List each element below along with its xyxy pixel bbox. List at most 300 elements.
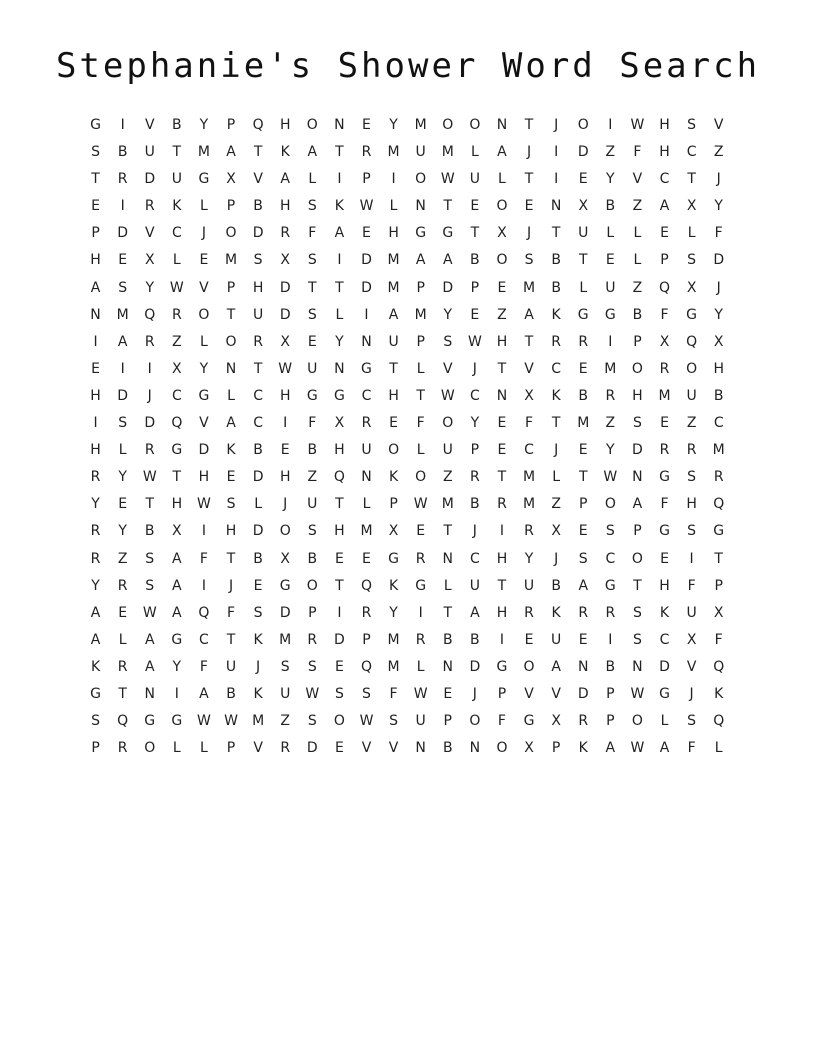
grid-letter: A bbox=[578, 577, 589, 594]
grid-letter: H bbox=[279, 387, 291, 404]
grid-letter: R bbox=[144, 333, 155, 350]
grid-letter: R bbox=[171, 306, 182, 323]
grid-letter: N bbox=[496, 387, 508, 404]
grid-letter: G bbox=[577, 306, 589, 323]
grid-letter: H bbox=[279, 198, 291, 215]
grid-letter: X bbox=[226, 171, 236, 188]
grid-letter: Z bbox=[117, 550, 128, 567]
grid-letter: K bbox=[388, 577, 399, 594]
grid-letter: R bbox=[578, 333, 589, 350]
grid-letter: E bbox=[578, 523, 588, 540]
grid-letter: H bbox=[496, 550, 508, 567]
grid-letter: D bbox=[252, 225, 264, 242]
grid-letter: M bbox=[116, 306, 129, 323]
grid-letter: N bbox=[632, 658, 643, 675]
grid-letter: C bbox=[253, 387, 263, 404]
grid-letter: F bbox=[687, 577, 696, 594]
grid-letter: Y bbox=[714, 306, 723, 323]
grid-letter: R bbox=[551, 333, 561, 350]
grid-letter: S bbox=[524, 252, 534, 269]
grid-letter: Y bbox=[91, 577, 100, 594]
grid-letter: W bbox=[278, 360, 293, 377]
grid-letter: I bbox=[93, 415, 98, 432]
grid-letter: E bbox=[334, 740, 344, 757]
grid-letter: J bbox=[201, 225, 206, 242]
grid-letter: K bbox=[388, 469, 399, 486]
grid-letter: U bbox=[605, 279, 616, 296]
grid-letter: O bbox=[415, 469, 427, 486]
grid-letter: M bbox=[387, 631, 400, 648]
grid-letter: Z bbox=[551, 496, 561, 513]
grid-letter: Y bbox=[389, 117, 398, 133]
grid-letter: P bbox=[362, 631, 371, 648]
grid-letter: J bbox=[554, 442, 559, 459]
grid-letter: I bbox=[391, 171, 396, 188]
grid-letter: M bbox=[387, 658, 400, 675]
grid-letter: O bbox=[225, 225, 237, 242]
grid-letter: N bbox=[361, 333, 372, 350]
grid-letter: N bbox=[225, 360, 237, 377]
grid-letter: E bbox=[91, 198, 100, 215]
grid-letter: C bbox=[199, 631, 209, 648]
grid-letter: K bbox=[551, 604, 561, 621]
grid-letter: H bbox=[713, 360, 724, 377]
grid-letter: G bbox=[713, 523, 725, 540]
grid-letter: H bbox=[686, 496, 697, 513]
grid-letter: T bbox=[308, 279, 317, 296]
grid-letter: J bbox=[554, 550, 559, 567]
grid-letter: R bbox=[578, 713, 589, 730]
grid-letter: A bbox=[307, 144, 318, 161]
grid-letter: H bbox=[659, 117, 670, 133]
grid-letter: U bbox=[307, 360, 318, 377]
grid-letter: A bbox=[470, 604, 480, 621]
grid-letter: V bbox=[713, 117, 724, 133]
grid-letter: Z bbox=[605, 415, 616, 432]
grid-letter: R bbox=[307, 631, 318, 648]
grid-letter: P bbox=[470, 442, 480, 459]
grid-letter: P bbox=[226, 279, 236, 296]
grid-letter: Y bbox=[199, 360, 209, 377]
grid-letter: X bbox=[713, 333, 724, 350]
grid-letter: R bbox=[117, 577, 128, 594]
grid-letter: A bbox=[551, 658, 561, 675]
grid-letter: N bbox=[415, 198, 426, 215]
grid-letter: O bbox=[686, 360, 698, 377]
grid-letter: P bbox=[416, 279, 425, 296]
grid-letter: B bbox=[226, 685, 236, 702]
grid-letter: L bbox=[552, 469, 561, 486]
grid-letter: P bbox=[497, 685, 507, 702]
grid-letter: J bbox=[472, 523, 477, 540]
grid-letter: B bbox=[470, 496, 480, 513]
grid-letter: R bbox=[659, 360, 670, 377]
grid-letter: B bbox=[713, 387, 724, 404]
grid-letter: Z bbox=[713, 144, 724, 161]
grid-letter: T bbox=[335, 577, 344, 594]
grid-letter: E bbox=[226, 469, 236, 486]
grid-letter: R bbox=[713, 469, 724, 486]
grid-letter: T bbox=[443, 198, 453, 215]
grid-letter: K bbox=[90, 658, 101, 675]
grid-letter: A bbox=[172, 577, 182, 594]
grid-letter: A bbox=[388, 306, 399, 323]
grid-letter: K bbox=[551, 306, 561, 323]
grid-letter: G bbox=[198, 387, 210, 404]
grid-letter: K bbox=[659, 604, 670, 621]
grid-letter: S bbox=[145, 577, 155, 594]
grid-letter: V bbox=[253, 740, 263, 757]
grid-letter: Q bbox=[713, 658, 725, 675]
grid-letter: U bbox=[469, 577, 480, 594]
grid-letter: T bbox=[443, 604, 453, 621]
grid-letter: U bbox=[280, 685, 291, 702]
grid-letter: D bbox=[144, 415, 156, 432]
grid-letter: T bbox=[145, 496, 155, 513]
grid-letter: T bbox=[253, 144, 263, 161]
grid-letter: D bbox=[117, 387, 129, 404]
grid-letter: H bbox=[659, 577, 670, 594]
grid-letter: M bbox=[523, 279, 536, 296]
grid-letter: Z bbox=[307, 469, 318, 486]
grid-letter: I bbox=[554, 171, 559, 188]
grid-letter: F bbox=[525, 415, 534, 432]
grid-letter: Z bbox=[632, 279, 643, 296]
grid-letter: S bbox=[687, 252, 697, 269]
grid-letter: B bbox=[605, 658, 616, 675]
grid-letter: O bbox=[198, 306, 210, 323]
grid-letter: S bbox=[307, 252, 317, 269]
grid-letter: R bbox=[415, 550, 426, 567]
grid-letter: V bbox=[686, 658, 697, 675]
grid-letter: G bbox=[659, 685, 670, 702]
grid-letter: H bbox=[279, 469, 291, 486]
grid-letter: B bbox=[144, 523, 155, 540]
grid-letter: B bbox=[117, 144, 128, 161]
grid-letter: T bbox=[524, 171, 534, 188]
grid-letter: X bbox=[497, 225, 507, 242]
grid-letter: L bbox=[714, 740, 723, 757]
grid-letter: N bbox=[415, 740, 426, 757]
grid-letter: U bbox=[469, 171, 480, 188]
grid-letter: I bbox=[608, 631, 613, 648]
grid-letter: H bbox=[496, 333, 508, 350]
grid-letter: W bbox=[630, 685, 645, 702]
grid-letter: R bbox=[415, 631, 426, 648]
grid-letter: O bbox=[604, 496, 616, 513]
grid-letter: E bbox=[660, 415, 669, 432]
grid-letter: R bbox=[605, 387, 616, 404]
grid-letter: M bbox=[441, 496, 454, 513]
grid-letter: P bbox=[416, 333, 425, 350]
grid-letter: G bbox=[659, 469, 670, 486]
grid-letter: U bbox=[551, 631, 562, 648]
grid-letter: X bbox=[144, 252, 155, 269]
grid-letter: I bbox=[608, 117, 613, 133]
grid-letter: M bbox=[360, 523, 373, 540]
grid-letter: T bbox=[578, 469, 588, 486]
grid-letter: P bbox=[226, 740, 236, 757]
grid-letter: D bbox=[279, 279, 291, 296]
grid-letter: T bbox=[226, 631, 236, 648]
grid-letter: I bbox=[608, 333, 613, 350]
grid-letter: D bbox=[361, 279, 372, 296]
grid-letter: G bbox=[279, 577, 291, 594]
grid-letter: N bbox=[334, 117, 345, 133]
grid-letter: U bbox=[225, 658, 237, 675]
grid-letter: G bbox=[659, 523, 670, 540]
grid-letter: R bbox=[90, 550, 101, 567]
grid-letter: S bbox=[280, 658, 290, 675]
grid-letter: O bbox=[631, 360, 643, 377]
grid-letter: A bbox=[90, 604, 101, 621]
grid-letter: K bbox=[253, 685, 263, 702]
grid-letter: A bbox=[605, 740, 616, 757]
grid-letter: V bbox=[199, 279, 209, 296]
grid-letter: W bbox=[359, 198, 374, 215]
grid-letter: O bbox=[306, 117, 318, 133]
grid-letter: X bbox=[280, 333, 290, 350]
grid-letter: A bbox=[524, 306, 534, 323]
grid-letter: S bbox=[307, 523, 317, 540]
grid-letter: E bbox=[118, 496, 128, 513]
grid-letter: X bbox=[172, 523, 182, 540]
grid-letter: K bbox=[714, 685, 724, 702]
grid-letter: D bbox=[442, 279, 454, 296]
grid-letter: U bbox=[361, 442, 372, 459]
grid-letter: Y bbox=[443, 306, 453, 323]
grid-letter: E bbox=[389, 415, 398, 432]
grid-letter: X bbox=[578, 198, 589, 215]
grid-letter: X bbox=[524, 740, 534, 757]
grid-letter: T bbox=[335, 144, 344, 161]
grid-letter: X bbox=[551, 523, 561, 540]
grid-letter: D bbox=[632, 442, 643, 459]
grid-letter: R bbox=[144, 442, 155, 459]
grid-letter: W bbox=[224, 713, 238, 730]
grid-letter: L bbox=[579, 279, 588, 296]
grid-letter: F bbox=[199, 550, 208, 567]
grid-letter: G bbox=[306, 387, 318, 404]
grid-letter: T bbox=[416, 387, 425, 404]
grid-letter: T bbox=[118, 685, 127, 702]
grid-letter: H bbox=[388, 225, 399, 242]
grid-letter: R bbox=[117, 740, 128, 757]
grid-letter: N bbox=[442, 550, 453, 567]
grid-letter: T bbox=[497, 577, 507, 594]
grid-letter: T bbox=[226, 306, 236, 323]
grid-letter: T bbox=[443, 523, 453, 540]
grid-letter: S bbox=[91, 144, 100, 161]
grid-letter: W bbox=[142, 604, 157, 621]
grid-letter: Z bbox=[280, 713, 290, 730]
grid-letter: X bbox=[524, 387, 534, 404]
grid-letter: U bbox=[415, 144, 426, 161]
grid-letter: C bbox=[659, 171, 670, 188]
grid-letter: I bbox=[337, 171, 342, 188]
grid-letter: A bbox=[632, 496, 643, 513]
grid-letter: X bbox=[686, 198, 697, 215]
grid-letter: L bbox=[443, 577, 452, 594]
grid-letter: M bbox=[523, 496, 536, 513]
grid-letter: U bbox=[686, 387, 697, 404]
grid-letter: P bbox=[714, 577, 723, 594]
grid-letter: E bbox=[416, 523, 426, 540]
grid-letter: L bbox=[633, 252, 642, 269]
grid-letter: P bbox=[633, 333, 642, 350]
grid-letter: U bbox=[415, 713, 426, 730]
grid-letter: N bbox=[496, 117, 508, 133]
grid-letter: S bbox=[632, 415, 642, 432]
grid-letter: R bbox=[280, 225, 291, 242]
grid-letter: V bbox=[551, 685, 561, 702]
grid-letter: L bbox=[200, 198, 208, 215]
grid-letter: Z bbox=[442, 469, 453, 486]
grid-letter: S bbox=[118, 415, 128, 432]
grid-letter: C bbox=[686, 144, 697, 161]
grid-letter: X bbox=[388, 523, 399, 540]
grid-letter: E bbox=[253, 577, 263, 594]
grid-letter: A bbox=[497, 144, 507, 161]
grid-letter: U bbox=[523, 577, 535, 594]
grid-letter: J bbox=[689, 685, 694, 702]
grid-letter: A bbox=[226, 144, 236, 161]
grid-letter: G bbox=[415, 577, 427, 594]
grid-letter: T bbox=[714, 550, 723, 567]
grid-letter: Y bbox=[172, 658, 182, 675]
grid-letter: I bbox=[283, 415, 288, 432]
grid-letter: O bbox=[469, 713, 481, 730]
grid-letter: M bbox=[523, 469, 536, 486]
grid-letter: Y bbox=[118, 523, 127, 540]
grid-letter: Q bbox=[333, 469, 345, 486]
grid-letter: P bbox=[91, 225, 100, 242]
grid-letter: I bbox=[337, 604, 342, 621]
grid-letter: S bbox=[145, 550, 155, 567]
grid-letter: A bbox=[659, 198, 670, 215]
grid-letter: E bbox=[280, 442, 290, 459]
grid-letter: E bbox=[660, 225, 669, 242]
grid-letter: F bbox=[226, 604, 236, 621]
grid-letter: K bbox=[551, 387, 561, 404]
grid-letter: N bbox=[577, 658, 589, 675]
grid-letter: E bbox=[578, 442, 588, 459]
grid-letter: G bbox=[442, 225, 454, 242]
grid-letter: E bbox=[362, 550, 371, 567]
grid-letter: M bbox=[224, 252, 238, 269]
grid-letter: D bbox=[713, 252, 725, 269]
grid-letter: R bbox=[90, 469, 101, 486]
grid-letter: D bbox=[279, 306, 291, 323]
grid-letter: S bbox=[253, 604, 263, 621]
grid-letter: Y bbox=[91, 496, 100, 513]
grid-letter: E bbox=[334, 658, 344, 675]
grid-letter: B bbox=[307, 442, 318, 459]
grid-letter: R bbox=[524, 523, 534, 540]
grid-letter: V bbox=[388, 740, 399, 757]
grid-letter: K bbox=[226, 442, 236, 459]
grid-letter: L bbox=[470, 144, 479, 161]
grid-letter: E bbox=[578, 631, 588, 648]
grid-letter: O bbox=[496, 252, 508, 269]
grid-letter: V bbox=[442, 360, 453, 377]
grid-letter: O bbox=[631, 550, 643, 567]
grid-letter: B bbox=[578, 387, 589, 404]
grid-letter: E bbox=[362, 117, 371, 133]
grid-letter: E bbox=[524, 198, 534, 215]
grid-letter: P bbox=[389, 496, 398, 513]
grid-letter: O bbox=[415, 171, 427, 188]
grid-letter: T bbox=[524, 333, 534, 350]
grid-letter: K bbox=[280, 144, 290, 161]
grid-letter: G bbox=[604, 577, 616, 594]
grid-letter: C bbox=[469, 387, 480, 404]
grid-letter: T bbox=[253, 360, 263, 377]
grid-letter: D bbox=[279, 604, 291, 621]
grid-letter: H bbox=[171, 496, 183, 513]
grid-letter: G bbox=[90, 117, 101, 133]
grid-letter: U bbox=[442, 442, 453, 459]
grid-letter: C bbox=[469, 550, 480, 567]
grid-letter: S bbox=[226, 496, 236, 513]
grid-letter: U bbox=[388, 333, 399, 350]
grid-letter: S bbox=[307, 198, 317, 215]
grid-letter: S bbox=[687, 469, 697, 486]
grid-letter: B bbox=[442, 631, 453, 648]
grid-letter: Z bbox=[686, 415, 697, 432]
grid-letter: J bbox=[526, 225, 532, 242]
grid-letter: O bbox=[496, 740, 508, 757]
grid-letter: M bbox=[387, 144, 400, 161]
grid-letter: G bbox=[198, 171, 210, 188]
grid-letter: T bbox=[497, 469, 507, 486]
grid-letter: G bbox=[144, 713, 156, 730]
grid-letter: P bbox=[91, 740, 100, 757]
grid-letter: C bbox=[171, 387, 182, 404]
grid-letter: C bbox=[524, 442, 534, 459]
grid-letter: O bbox=[388, 442, 400, 459]
grid-letter: R bbox=[497, 496, 507, 513]
grid-letter: Y bbox=[145, 279, 155, 296]
grid-letter: M bbox=[414, 117, 427, 133]
grid-letter: Y bbox=[389, 604, 398, 621]
grid-letter: T bbox=[524, 117, 534, 133]
grid-letter: T bbox=[91, 171, 100, 188]
grid-letter: T bbox=[172, 144, 182, 161]
grid-letter: A bbox=[144, 631, 155, 648]
grid-letter: E bbox=[362, 225, 371, 242]
grid-letter: P bbox=[226, 198, 236, 215]
grid-letter: A bbox=[226, 415, 236, 432]
grid-letter: E bbox=[118, 252, 128, 269]
grid-letter: F bbox=[660, 496, 669, 513]
grid-letter: F bbox=[199, 658, 208, 675]
grid-letter: S bbox=[362, 685, 371, 702]
grid-letter: E bbox=[443, 685, 453, 702]
grid-letter: F bbox=[687, 740, 696, 757]
grid-letter: F bbox=[389, 685, 398, 702]
grid-letter: S bbox=[687, 523, 697, 540]
grid-letter: J bbox=[256, 658, 261, 675]
grid-letter: B bbox=[551, 252, 561, 269]
grid-letter: D bbox=[361, 252, 372, 269]
grid-letter: W bbox=[440, 171, 455, 188]
grid-letter: A bbox=[659, 740, 670, 757]
grid-letter: B bbox=[605, 198, 616, 215]
grid-letter: O bbox=[306, 577, 318, 594]
grid-letter: Q bbox=[117, 713, 129, 730]
grid-letter: R bbox=[144, 198, 155, 215]
